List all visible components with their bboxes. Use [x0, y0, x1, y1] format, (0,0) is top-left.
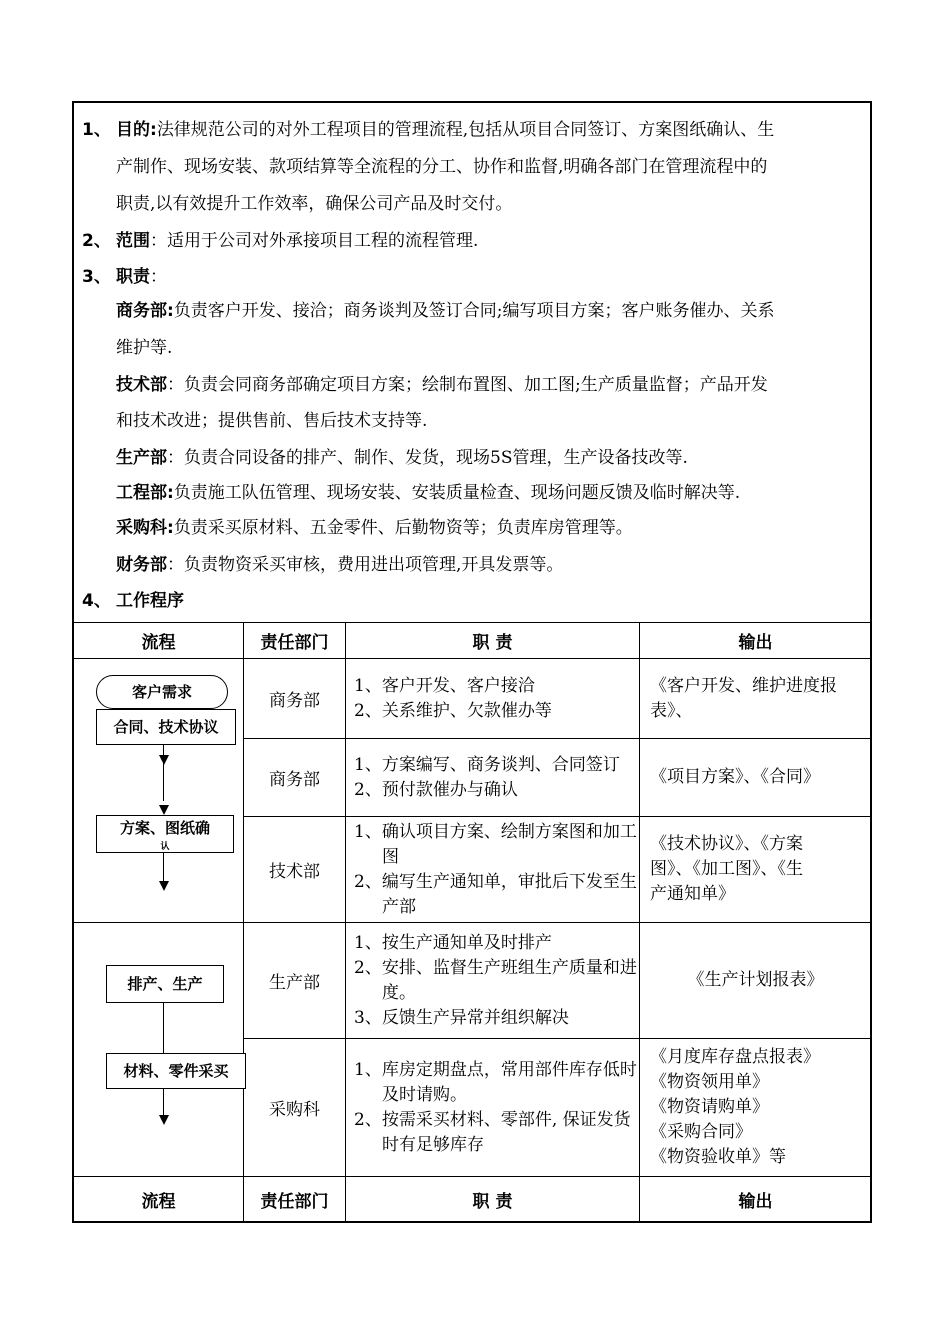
flow-arrow-down-icon — [159, 755, 169, 765]
row-2-duty-2: 2、预付款催办与确认 — [354, 779, 518, 800]
row-1-duties — [346, 659, 640, 739]
section-3-title: 职责 — [116, 267, 150, 287]
row-3-duty-2: 2、编写生产通知单，审批后下发至生产部 — [354, 871, 637, 917]
row-1-output-2: 表》、 — [650, 700, 693, 721]
flow-arrow-down-icon — [159, 881, 169, 891]
flow-arrow-down-icon — [159, 1115, 169, 1125]
flow-step-drawing-confirm — [96, 815, 234, 853]
row-5-dept: 采购科 — [244, 1039, 346, 1177]
duty-purchasing-dept: 采购科: — [116, 518, 174, 538]
row-4-output-1: 《生产计划报表》 — [687, 970, 824, 990]
duty-finance-text: ：负责物资采买审核，费用进出项管理,开具发票等。 — [167, 555, 564, 575]
section-3-number: 3、 — [82, 267, 111, 287]
footer-output: 输出 — [640, 1177, 872, 1223]
flow-step-drawing-confirm-cut: 认 — [160, 842, 170, 852]
row-5-output-5: 《物资验收单》等 — [650, 1147, 786, 1167]
flow-connector — [163, 745, 164, 801]
section-1-title: 目的: — [116, 120, 157, 140]
row-4-duties — [346, 923, 640, 1039]
row-1-output-1: 《客户开发、维护进度报 — [650, 675, 837, 696]
row-1-duty-2: 2、关系维护、欠款催办等 — [354, 700, 552, 721]
flow-cell-1 — [74, 659, 244, 923]
row-5-output-1: 《月度库存盘点报表》 — [650, 1047, 820, 1067]
duty-tech-text-2: 和技术改进；提供售前、售后技术支持等. — [116, 411, 428, 431]
section-4-number: 4、 — [82, 591, 111, 611]
row-3-output-3: 产通知单》 — [650, 884, 735, 904]
flow-step-production: 排产、生产 — [106, 965, 224, 1003]
row-2-duties — [346, 739, 640, 817]
section-1-line-3: 职责,以有效提升工作效率，确保公司产品及时交付。 — [116, 194, 513, 214]
duty-business-dept: 商务部: — [116, 301, 174, 321]
row-3-output-1: 《技术协议》、《方案 — [650, 834, 803, 854]
duty-tech-text-1: ：负责会同商务部确定项目方案；绘制布置图、加工图;生产质量监督；产品开发 — [167, 375, 768, 395]
row-4-dept: 生产部 — [244, 923, 346, 1039]
section-4-title: 工作程序 — [116, 591, 184, 611]
section-2-text: ：适用于公司对外承接项目工程的流程管理. — [150, 231, 479, 251]
row-1-dept: 商务部 — [244, 659, 346, 739]
row-2-duty-1: 1、方案编写、商务谈判、合同签订 — [354, 754, 620, 775]
flow-step-drawing-confirm-label: 方案、图纸确 — [119, 819, 210, 837]
flow-connector — [163, 1003, 164, 1053]
duty-finance-dept: 财务部 — [116, 555, 167, 575]
table-header-row — [74, 623, 872, 659]
duty-engineering-text: 负责施工队伍管理、现场安装、安装质量检查、现场问题反馈及临时解决等. — [173, 483, 741, 503]
footer-flow: 流程 — [74, 1177, 244, 1223]
section-2-title: 范围 — [116, 231, 150, 251]
section-1-line-1 — [116, 119, 774, 141]
row-3-duty-1: 1、确认项目方案、绘制方案图和加工图 — [354, 821, 637, 867]
row-5-output-4: 《采购合同》 — [650, 1122, 752, 1142]
row-3-dept: 技术部 — [244, 817, 346, 923]
header-duty: 职 责 — [346, 623, 640, 659]
duty-business-text-2: 维护等. — [116, 338, 173, 358]
table-footer-row — [74, 1177, 872, 1223]
flow-arrow-down-icon — [159, 805, 169, 815]
table-row — [74, 923, 872, 1039]
row-3-output-2: 图》、《加工图》、《生 — [650, 859, 803, 879]
duty-engineering-dept: 工程部: — [116, 483, 174, 503]
row-4-duty-2: 2、安排、监督生产班组生产质量和进度。 — [354, 957, 637, 1003]
row-5-output — [640, 1039, 872, 1177]
row-2-dept: 商务部 — [244, 739, 346, 817]
footer-dept: 责任部门 — [244, 1177, 346, 1223]
flow-step-customer-demand: 客户需求 — [96, 675, 228, 709]
row-4-duty-1: 1、按生产通知单及时排产 — [354, 932, 552, 953]
row-3-output — [640, 817, 872, 923]
footer-duty: 职 责 — [346, 1177, 640, 1223]
row-5-output-2: 《物资领用单》 — [650, 1072, 769, 1092]
duty-engineering — [116, 482, 740, 504]
flow-cell-2 — [74, 923, 244, 1177]
flow-connector — [163, 853, 164, 883]
row-4-duty-3: 3、反馈生产异常并组织解决 — [354, 1007, 569, 1028]
section-2-line — [116, 230, 478, 252]
duty-business — [116, 300, 775, 322]
row-4-output — [640, 923, 872, 1039]
row-2-output-1: 《项目方案》、《合同》 — [650, 767, 820, 787]
row-2-output — [640, 739, 872, 817]
section-3-text: ： — [150, 267, 167, 287]
header-flow: 流程 — [74, 623, 244, 659]
row-5-output-3: 《物资请购单》 — [650, 1097, 769, 1117]
section-1-text-1: 法律规范公司的对外工程项目的管理流程,包括从项目合同签订、方案图纸确认、生 — [156, 120, 775, 140]
duty-purchasing-text: 负责采买原材料、五金零件、后勤物资等；负责库房管理等。 — [173, 518, 633, 538]
duty-purchasing — [116, 517, 633, 539]
duty-production-text: ：负责合同设备的排产、制作、发货，现场5S管理，生产设备技改等. — [167, 448, 688, 468]
duty-tech-dept: 技术部 — [116, 375, 167, 395]
header-output: 输出 — [640, 623, 872, 659]
flow-step-procurement: 材料、零件采买 — [106, 1053, 246, 1089]
row-5-duties — [346, 1039, 640, 1177]
flow-step-contract: 合同、技术协议 — [96, 709, 236, 745]
duty-production-dept: 生产部 — [116, 448, 167, 468]
row-3-duties — [346, 817, 640, 923]
section-3-line — [116, 266, 167, 288]
row-1-output — [640, 659, 872, 739]
section-2-number: 2、 — [82, 231, 111, 251]
duty-finance — [116, 554, 563, 576]
row-1-duty-1: 1、客户开发、客户接洽 — [354, 675, 535, 696]
section-1-number: 1、 — [82, 120, 111, 140]
duty-business-text-1: 负责客户开发、接洽；商务谈判及签订合同;编写项目方案；客户账务催办、关系 — [173, 301, 775, 321]
flow-connector — [163, 1089, 164, 1117]
duty-tech — [116, 374, 768, 396]
row-5-duty-2: 2、按需采买材料、零部件, 保证发货时有足够库存 — [354, 1109, 631, 1155]
header-dept: 责任部门 — [244, 623, 346, 659]
procedure-table — [73, 622, 872, 1223]
duty-production — [116, 447, 688, 469]
table-row — [74, 659, 872, 739]
row-5-duty-1: 1、库房定期盘点，常用部件库存低时及时请购。 — [354, 1059, 637, 1105]
section-1-line-2: 产制作、现场安装、款项结算等全流程的分工、协作和监督,明确各部门在管理流程中的 — [116, 157, 768, 177]
